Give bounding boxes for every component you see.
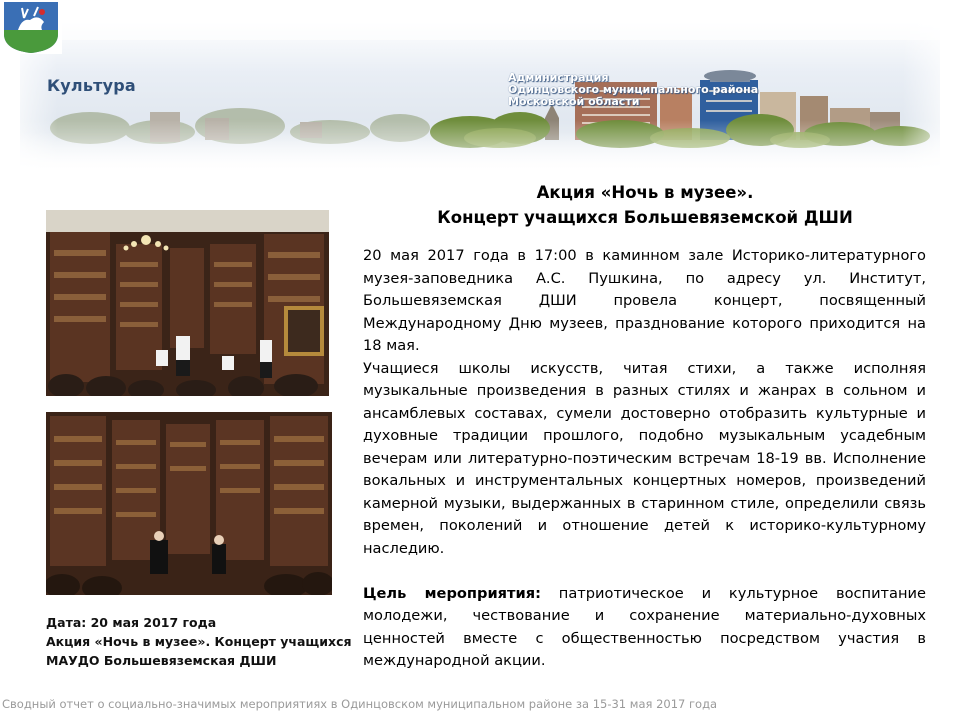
concert-photo-2 [46, 412, 332, 595]
article-paragraph-1: 20 мая 2017 года в 17:00 в каминном зале Историко-литературного музея-заповедника А.С. Пушкина, по адресу ул. Институт, Большевяземская ДШИ провела концерт, посвященный Международному Дню музеев, празднование которого приходится на 18 мая. [363, 247, 926, 354]
administration-line-1: Администрация [508, 71, 609, 84]
library-hall-photo [46, 210, 329, 396]
coat-of-arms-icon [0, 0, 62, 54]
cityscape-illustration [0, 0, 960, 180]
administration-title [508, 72, 808, 108]
article-title [360, 180, 930, 230]
goal-text: патриотическое и культурное воспитание молодежи, чествование и сохранение материально-духовных ценностей вместе с общественностью посредством участия в международной акции. [363, 584, 927, 669]
caption-organization: МАУДО Большевяземская ДШИ [46, 653, 277, 668]
section-label: Культура [47, 76, 136, 95]
report-footer: Сводный отчет о социально-значимых мероприятиях в Одинцовском муниципальном районе за 15-31 мая 2017 года [2, 697, 718, 711]
article-title-line-1: Акция «Ночь в музее». [536, 183, 754, 202]
article-goal [363, 583, 926, 673]
paragraph-spacer [363, 560, 926, 583]
photo-caption [46, 613, 356, 670]
goal-label: Цель мероприятия: [363, 584, 541, 602]
caption-date: Дата: 20 мая 2017 года [46, 615, 217, 630]
caption-event: Акция «Ночь в музее». Концерт учащихся [46, 634, 352, 649]
concert-photo-1 [46, 210, 329, 396]
administration-line-3: Московской области [508, 95, 640, 108]
article-title-line-2: Концерт учащихся Большевяземской ДШИ [437, 208, 853, 227]
library-hall-photo-2 [46, 412, 332, 595]
article-paragraph-2: Учащиеся школы искусств, читая стихи, а также исполняя музыкальные произведения в разных стилях и жанрах в сольном и ансамблевых составах, сумели достоверно отобразить культурные и духовные традиции прошлого, подобно музыкальным усадебным вечерам или литературно-поэтическим встречам 18-19 вв. Исполнение вокальных и инструментальных концертных номеров, произведений камерной музыки, выдержанных в старинном стиле, определили связь времен, поколений и отношение детей к историко-культурному наследию. [363, 359, 926, 557]
administration-line-2: Одинцовского муниципального района [508, 83, 759, 96]
article-body [363, 245, 926, 673]
header-banner [0, 0, 960, 180]
